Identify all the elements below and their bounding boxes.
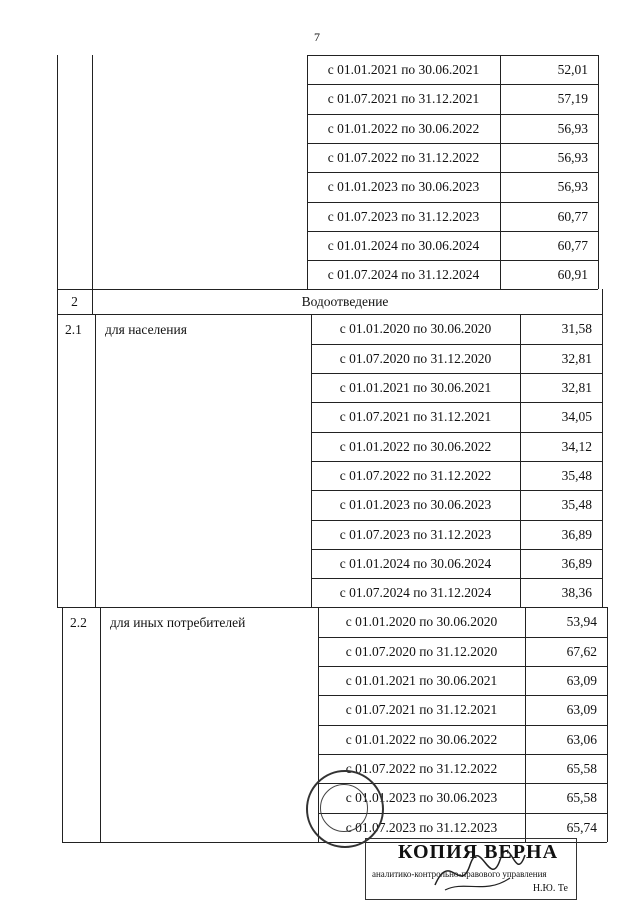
table-border — [318, 754, 607, 755]
value-cell: 52,01 — [557, 62, 588, 77]
table-border — [318, 725, 607, 726]
value-cell: 32,81 — [561, 380, 592, 395]
period-cell: с 01.07.2020 по 31.12.2020 — [345, 643, 498, 659]
stamp-subtitle: аналитико-контрольно-правового управления — [372, 869, 547, 879]
table-border — [57, 289, 598, 290]
value-cell: 31,58 — [561, 321, 592, 337]
value-cell: 60,91 — [557, 267, 588, 283]
period-cell: с 01.01.2022 по 30.06.2022 — [327, 120, 480, 136]
table-border — [311, 490, 602, 491]
table-border — [318, 607, 607, 608]
period-cell: с 01.07.2024 по 31.12.2024 — [327, 267, 480, 283]
table-border — [57, 55, 58, 289]
table-border — [311, 314, 312, 607]
table-border — [525, 607, 526, 841]
table-border — [311, 520, 602, 521]
table-border — [318, 666, 607, 667]
value-cell: 65,58 — [566, 790, 597, 806]
period-cell: с 01.07.2021 по 31.12.2021 — [327, 91, 480, 107]
table-border — [311, 549, 602, 550]
table-border — [318, 637, 607, 638]
table-border — [500, 55, 501, 289]
stamp-title: КОПИЯ ВЕРНА — [398, 841, 559, 863]
value-cell: 34,12 — [561, 438, 592, 454]
table-border — [607, 607, 608, 841]
value-cell: 56,93 — [557, 120, 588, 136]
value-cell: 57,19 — [557, 91, 588, 107]
table-border — [307, 143, 598, 144]
stamp-name: Н.Ю. Те — [532, 883, 568, 894]
table-border — [598, 55, 599, 289]
period-cell: с 01.01.2020 по 30.06.2020 — [345, 614, 498, 630]
period-cell: с 01.01.2023 по 30.06.2023 — [345, 790, 498, 806]
value-cell: 60,77 — [557, 237, 588, 253]
table-border — [57, 314, 58, 607]
value-cell: 32,81 — [561, 350, 592, 366]
table-border — [311, 461, 602, 462]
table-border — [311, 314, 602, 315]
table-border — [318, 695, 607, 696]
period-cell: с 01.01.2023 по 30.06.2023 — [327, 179, 480, 195]
value-cell: 35,48 — [561, 497, 592, 513]
period-cell: с 01.07.2022 по 31.12.2022 — [339, 467, 492, 483]
period-cell: с 01.07.2023 по 31.12.2023 — [345, 819, 498, 835]
period-cell: с 01.07.2022 по 31.12.2022 — [345, 760, 498, 776]
value-cell: 35,48 — [561, 467, 592, 483]
period-cell: с 01.07.2022 по 31.12.2022 — [327, 149, 480, 165]
value-cell: 56,93 — [557, 149, 588, 165]
table-border — [307, 202, 598, 203]
table-border — [307, 260, 598, 261]
period-cell: с 01.01.2024 по 30.06.2024 — [327, 237, 480, 253]
table-border — [602, 314, 603, 607]
period-cell: с 01.01.2022 по 30.06.2022 — [345, 731, 498, 747]
table-border — [311, 402, 602, 403]
signature — [430, 840, 530, 900]
section-title: Водоотведение — [301, 294, 389, 310]
period-cell: с 01.07.2020 по 31.12.2020 — [339, 350, 492, 366]
table-border — [311, 432, 602, 433]
value-cell: 53,94 — [566, 614, 597, 630]
value-cell: 65,74 — [566, 819, 597, 835]
table-border — [95, 314, 96, 607]
value-cell: 60,77 — [557, 208, 588, 224]
value-cell: 65,58 — [566, 760, 597, 776]
table-border — [311, 578, 602, 579]
period-cell: с 01.01.2021 по 30.06.2021 — [339, 380, 492, 395]
value-cell: 67,62 — [566, 643, 597, 659]
group-name: для иных потребителей — [110, 615, 246, 631]
table-border — [520, 314, 521, 607]
table-border — [307, 172, 598, 173]
group-number: 2.1 — [65, 322, 82, 338]
table-border — [307, 114, 598, 115]
period-cell: с 01.07.2023 по 31.12.2023 — [339, 526, 492, 542]
period-cell: с 01.01.2021 по 30.06.2021 — [327, 62, 480, 77]
page-number: 7 — [314, 30, 320, 44]
period-cell: с 01.01.2024 по 30.06.2024 — [339, 555, 492, 571]
period-cell: с 01.07.2023 по 31.12.2023 — [327, 208, 480, 224]
section-number: 2 — [71, 294, 78, 310]
value-cell: 56,93 — [557, 179, 588, 195]
group-name: для населения — [105, 322, 187, 338]
value-cell: 38,36 — [561, 585, 592, 601]
table-border — [62, 607, 63, 841]
table-border — [307, 84, 598, 85]
period-cell: с 01.01.2023 по 30.06.2023 — [339, 497, 492, 513]
value-cell: 63,09 — [566, 673, 597, 688]
period-cell: с 01.01.2022 по 30.06.2022 — [339, 438, 492, 454]
period-cell: с 01.01.2020 по 30.06.2020 — [339, 321, 492, 337]
table-border — [307, 231, 598, 232]
table-border — [92, 55, 93, 289]
table-border — [307, 55, 308, 289]
period-cell: с 01.07.2024 по 31.12.2024 — [339, 585, 492, 601]
value-cell: 36,89 — [561, 555, 592, 571]
value-cell: 63,06 — [566, 731, 597, 747]
round-seal — [306, 770, 384, 848]
value-cell: 36,89 — [561, 526, 592, 542]
table-border — [100, 607, 101, 841]
value-cell: 34,05 — [561, 409, 592, 425]
table-border — [602, 289, 603, 314]
group-number: 2.2 — [70, 615, 87, 631]
table-border — [311, 373, 602, 374]
table-border — [311, 344, 602, 345]
period-cell: с 01.07.2021 по 31.12.2021 — [339, 409, 492, 425]
table-border — [307, 55, 598, 56]
period-cell: с 01.01.2021 по 30.06.2021 — [345, 673, 498, 688]
period-cell: с 01.07.2021 по 31.12.2021 — [345, 702, 498, 718]
value-cell: 63,09 — [566, 702, 597, 718]
